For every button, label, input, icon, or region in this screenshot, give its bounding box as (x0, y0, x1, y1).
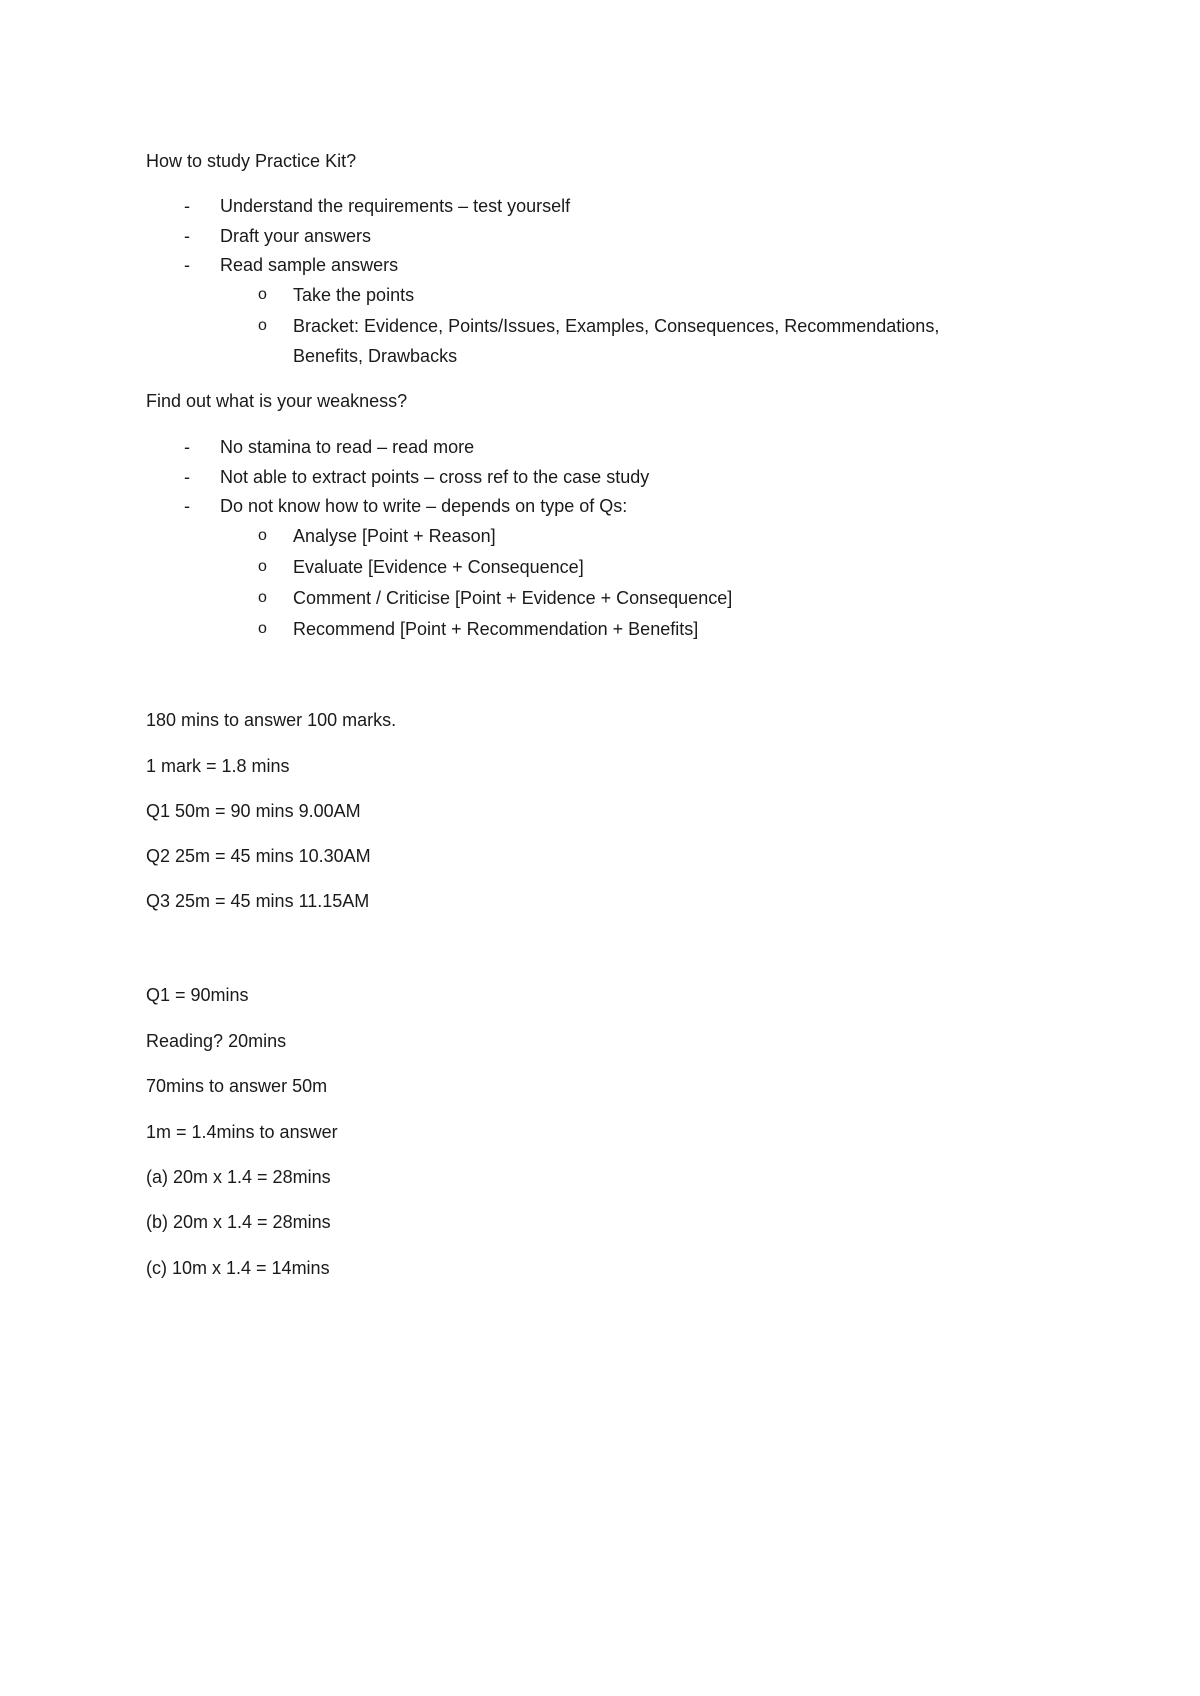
circle-bullet: o (258, 558, 267, 575)
q1-line: Reading? 20mins (146, 1031, 287, 1051)
circle-bullet: o (258, 317, 267, 334)
dash-bullet: - (184, 226, 190, 246)
list-item: Not able to extract points – cross ref to the case study (220, 467, 650, 487)
sub-list-item-continuation: Benefits, Drawbacks (293, 346, 458, 366)
dash-bullet: - (184, 437, 190, 457)
sub-list-item: Comment / Criticise [Point + Evidence + Consequence] (293, 588, 733, 608)
sub-list-item: Evaluate [Evidence + Consequence] (293, 557, 584, 577)
timing-line: Q2 25m = 45 mins 10.30AM (146, 846, 371, 866)
circle-bullet: o (258, 589, 267, 606)
q1-line: 1m = 1.4mins to answer (146, 1122, 338, 1142)
timing-line: 180 mins to answer 100 marks. (146, 710, 397, 730)
dash-bullet: - (184, 196, 190, 216)
list-item: Do not know how to write – depends on type of Qs: (220, 496, 628, 516)
sub-list-item: Analyse [Point + Reason] (293, 526, 496, 546)
sub-list-item: Recommend [Point + Recommendation + Benefits] (293, 619, 699, 639)
dash-bullet: - (184, 255, 190, 275)
dash-bullet: - (184, 496, 190, 516)
list-item: Understand the requirements – test yourself (220, 196, 571, 216)
q1-line: (b) 20m x 1.4 = 28mins (146, 1212, 331, 1232)
dash-bullet: - (184, 467, 190, 487)
q1-line: Q1 = 90mins (146, 985, 249, 1005)
q1-line: 70mins to answer 50m (146, 1076, 328, 1096)
timing-line: 1 mark = 1.8 mins (146, 756, 290, 776)
list-item: Draft your answers (220, 226, 372, 246)
q1-line: (c) 10m x 1.4 = 14mins (146, 1258, 330, 1278)
sub-list-item: Bracket: Evidence, Points/Issues, Examples, Consequences, Recommendations, (293, 316, 940, 336)
list-item: No stamina to read – read more (220, 437, 475, 457)
sub-list-item: Take the points (293, 285, 415, 305)
circle-bullet: o (258, 527, 267, 544)
q1-line: (a) 20m x 1.4 = 28mins (146, 1167, 331, 1187)
timing-line: Q3 25m = 45 mins 11.15AM (146, 891, 370, 911)
circle-bullet: o (258, 286, 267, 303)
circle-bullet: o (258, 620, 267, 637)
list-item: Read sample answers (220, 255, 399, 275)
timing-line: Q1 50m = 90 mins 9.00AM (146, 801, 361, 821)
section-heading-weakness: Find out what is your weakness? (146, 391, 408, 411)
section-heading-study: How to study Practice Kit? (146, 151, 357, 171)
